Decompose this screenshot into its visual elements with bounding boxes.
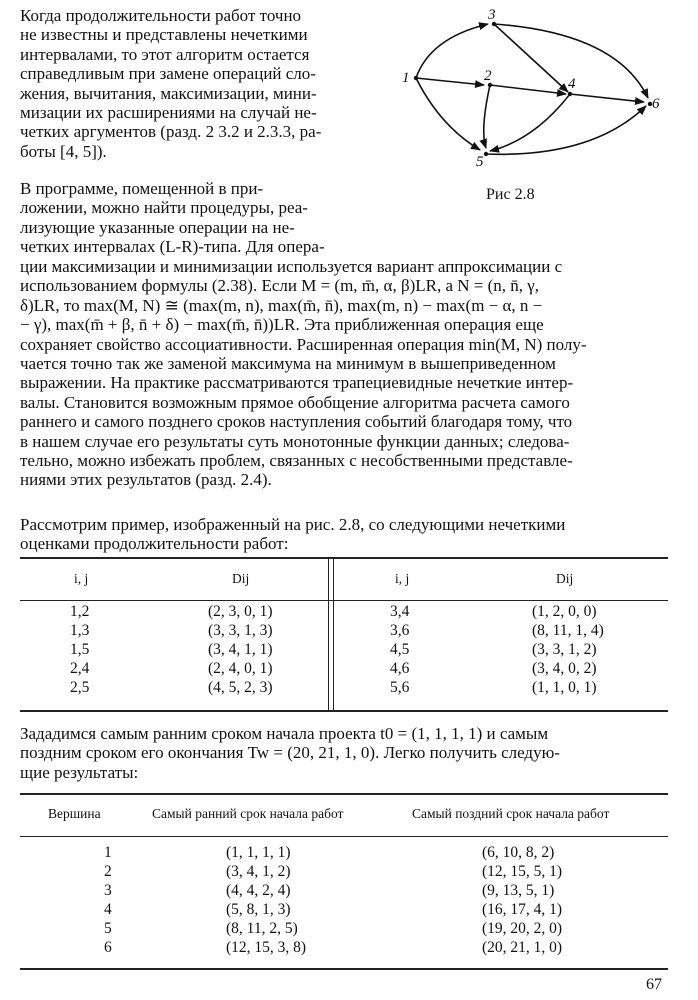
table-cell: 5,6	[390, 679, 410, 696]
table2-header-earliest: Самый ранний срок начала работ	[152, 806, 344, 821]
text-line: δ)LR, то max(M, N) ≅ (max(m, n), max(m̄, n̄), max(m, n) − max(m − α, n −	[20, 295, 543, 315]
text-line: валы. Становится возможным прямое обобщение алгоритма расчета самого	[20, 392, 570, 412]
table-cell: (3, 3, 1, 2)	[532, 641, 597, 658]
table-cell: (4, 4, 2, 4)	[226, 882, 291, 899]
edge-4-6	[570, 94, 644, 102]
text-line: Когда продолжительности работ точно	[20, 6, 302, 25]
table1-header-ij-right: i, j	[395, 571, 410, 586]
table1-header-dij-left: Dij	[232, 571, 250, 586]
text-line: − γ), max(m̄ + β, n̄ + δ) − max(m̄, n̄))LR. Эта приближенная операция еще	[20, 315, 544, 335]
text-line: оценками продолжительности работ:	[20, 534, 289, 554]
text-line: интервалами, то этот алгоритм остается	[20, 44, 310, 64]
table-cell: 3,4	[390, 603, 410, 620]
text-line: В программе, помещенной в при-	[20, 179, 264, 198]
table-cell: (4, 5, 2, 3)	[208, 679, 273, 696]
table-cell: (1, 2, 0, 0)	[532, 603, 597, 620]
text-line: щие результаты:	[20, 762, 139, 782]
text-line: жения, вычитания, максимизации, мини-	[20, 83, 317, 103]
table-cell: 5	[104, 920, 112, 937]
paragraph-2-continued	[20, 257, 668, 490]
table-cell: 4,5	[390, 641, 410, 658]
text-line: раннего и самого позднего сроков наступления событий благодаря тому, что	[20, 412, 573, 432]
paragraph-1	[20, 6, 394, 161]
table-cell: 4,6	[390, 660, 410, 677]
table-cell: (3, 3, 1, 3)	[208, 622, 273, 639]
text-line: сохраняет свойство ассоциативности. Расширенная операция min(M, N) полу-	[20, 334, 587, 354]
text-line: Рассмотрим пример, изображенный на рис. 2.8, со следующими нечеткими	[20, 515, 566, 534]
figure-caption: Рис 2.8	[486, 186, 535, 203]
table-cell: 2,5	[70, 679, 90, 696]
text-line: ниями этих результатов (разд. 2.4).	[20, 470, 272, 490]
node-1-label: 1	[402, 70, 410, 86]
text-line: ложении, можно найти процедуры, реа-	[20, 198, 308, 218]
table-cell: (2, 4, 0, 1)	[208, 660, 273, 677]
paragraph-2	[20, 179, 394, 257]
node-2-label: 2	[484, 68, 492, 84]
edge-2-4	[490, 85, 566, 94]
edge-1-3	[416, 24, 488, 78]
table-cell: (20, 21, 1, 0)	[482, 939, 563, 956]
table-cell: 2,4	[70, 660, 90, 677]
table-cell: (3, 4, 1, 1)	[208, 641, 273, 658]
network-graph-figure	[402, 8, 672, 208]
node-3-label: 3	[488, 8, 496, 23]
text-line: в нашем случае его результаты суть монотонные функции данных; следова-	[20, 431, 570, 451]
table-cell: (8, 11, 2, 5)	[226, 920, 298, 937]
text-line: боты [4, 5]).	[20, 141, 107, 161]
table-cell: (5, 8, 1, 3)	[226, 901, 291, 918]
table-cell: (19, 20, 2, 0)	[482, 920, 563, 937]
table-cell: (6, 10, 8, 2)	[482, 844, 555, 861]
text-line: четких интервалах (L-R)-типа. Для опера-	[20, 237, 325, 257]
table-cell: (12, 15, 3, 8)	[226, 939, 307, 956]
table-cell: 1,2	[70, 603, 90, 620]
text-line: ции максимизации и минимизации используется вариант аппроксимации с	[20, 257, 563, 276]
table-cell: 3,6	[390, 622, 410, 639]
text-line: чается точно так же заменой максимума на минимум в вышеприведенном	[20, 354, 556, 374]
text-line: не известны и представлены нечеткими	[20, 25, 308, 45]
text-line: лизующие указанные операции на не-	[20, 217, 295, 237]
edge-4-5	[490, 94, 570, 151]
table-cell: 1,3	[70, 622, 90, 639]
table-cell: (3, 4, 0, 2)	[532, 660, 597, 677]
node-6-label: 6	[652, 96, 660, 112]
table-cell: 1,5	[70, 641, 90, 658]
edge-1-2	[416, 78, 484, 85]
table-cell: (8, 11, 1, 4)	[532, 622, 604, 639]
table-cell: 4	[104, 901, 112, 918]
table-cell: 6	[104, 939, 112, 956]
edge-2-5	[484, 85, 490, 148]
text-line: Зададимся самым ранним сроком начала проекта t0 = (1, 1, 1, 1) и самым	[20, 724, 549, 743]
table2-header-latest: Самый поздний срок начала работ	[412, 806, 610, 821]
text-line: тельно, можно избежать проблем, связанных с несобственными представле-	[20, 451, 573, 471]
table-cell: 2	[104, 863, 112, 880]
text-line: мизации их расширениями на случай не-	[20, 103, 317, 123]
paragraph-4	[20, 724, 668, 782]
text-line: справедливым при замене операций сло-	[20, 64, 316, 84]
page-number: 67	[646, 976, 662, 993]
table-cell: (9, 13, 5, 1)	[482, 882, 555, 899]
node-4-label: 4	[568, 76, 576, 92]
table-cell: (12, 15, 5, 1)	[482, 863, 563, 880]
table-cell: (1, 1, 1, 1)	[226, 844, 291, 861]
table2-header-vertex: Вершина	[48, 806, 101, 821]
table-cell: 3	[104, 882, 112, 899]
table-cell: (3, 4, 1, 2)	[226, 863, 291, 880]
table-cell: (16, 17, 4, 1)	[482, 901, 563, 918]
table-cell: (2, 3, 0, 1)	[208, 603, 273, 620]
text-line: использованием формулы (2.38). Если M = (m, m̄, α, β)LR, a N = (n, n̄, γ,	[20, 276, 540, 296]
edge-5-6	[486, 106, 646, 154]
table-cell: 1	[104, 844, 112, 861]
node-5-label: 5	[476, 154, 484, 170]
text-line: поздним сроком его окончания Tw = (20, 21, 1, 0). Легко получить следую-	[20, 743, 560, 763]
paragraph-3	[20, 515, 668, 554]
text-line: выражении. На практике рассматриваются трапециевидные нечеткие интер-	[20, 373, 574, 393]
table-cell: (1, 1, 0, 1)	[532, 679, 597, 696]
table1-header-dij-right: Dij	[556, 571, 574, 586]
table1-header-ij-left: i, j	[74, 571, 89, 586]
edge-1-5	[416, 78, 480, 150]
text-line: четких аргументов (разд. 2 3.2 и 2.3.3, ра-	[20, 122, 322, 142]
